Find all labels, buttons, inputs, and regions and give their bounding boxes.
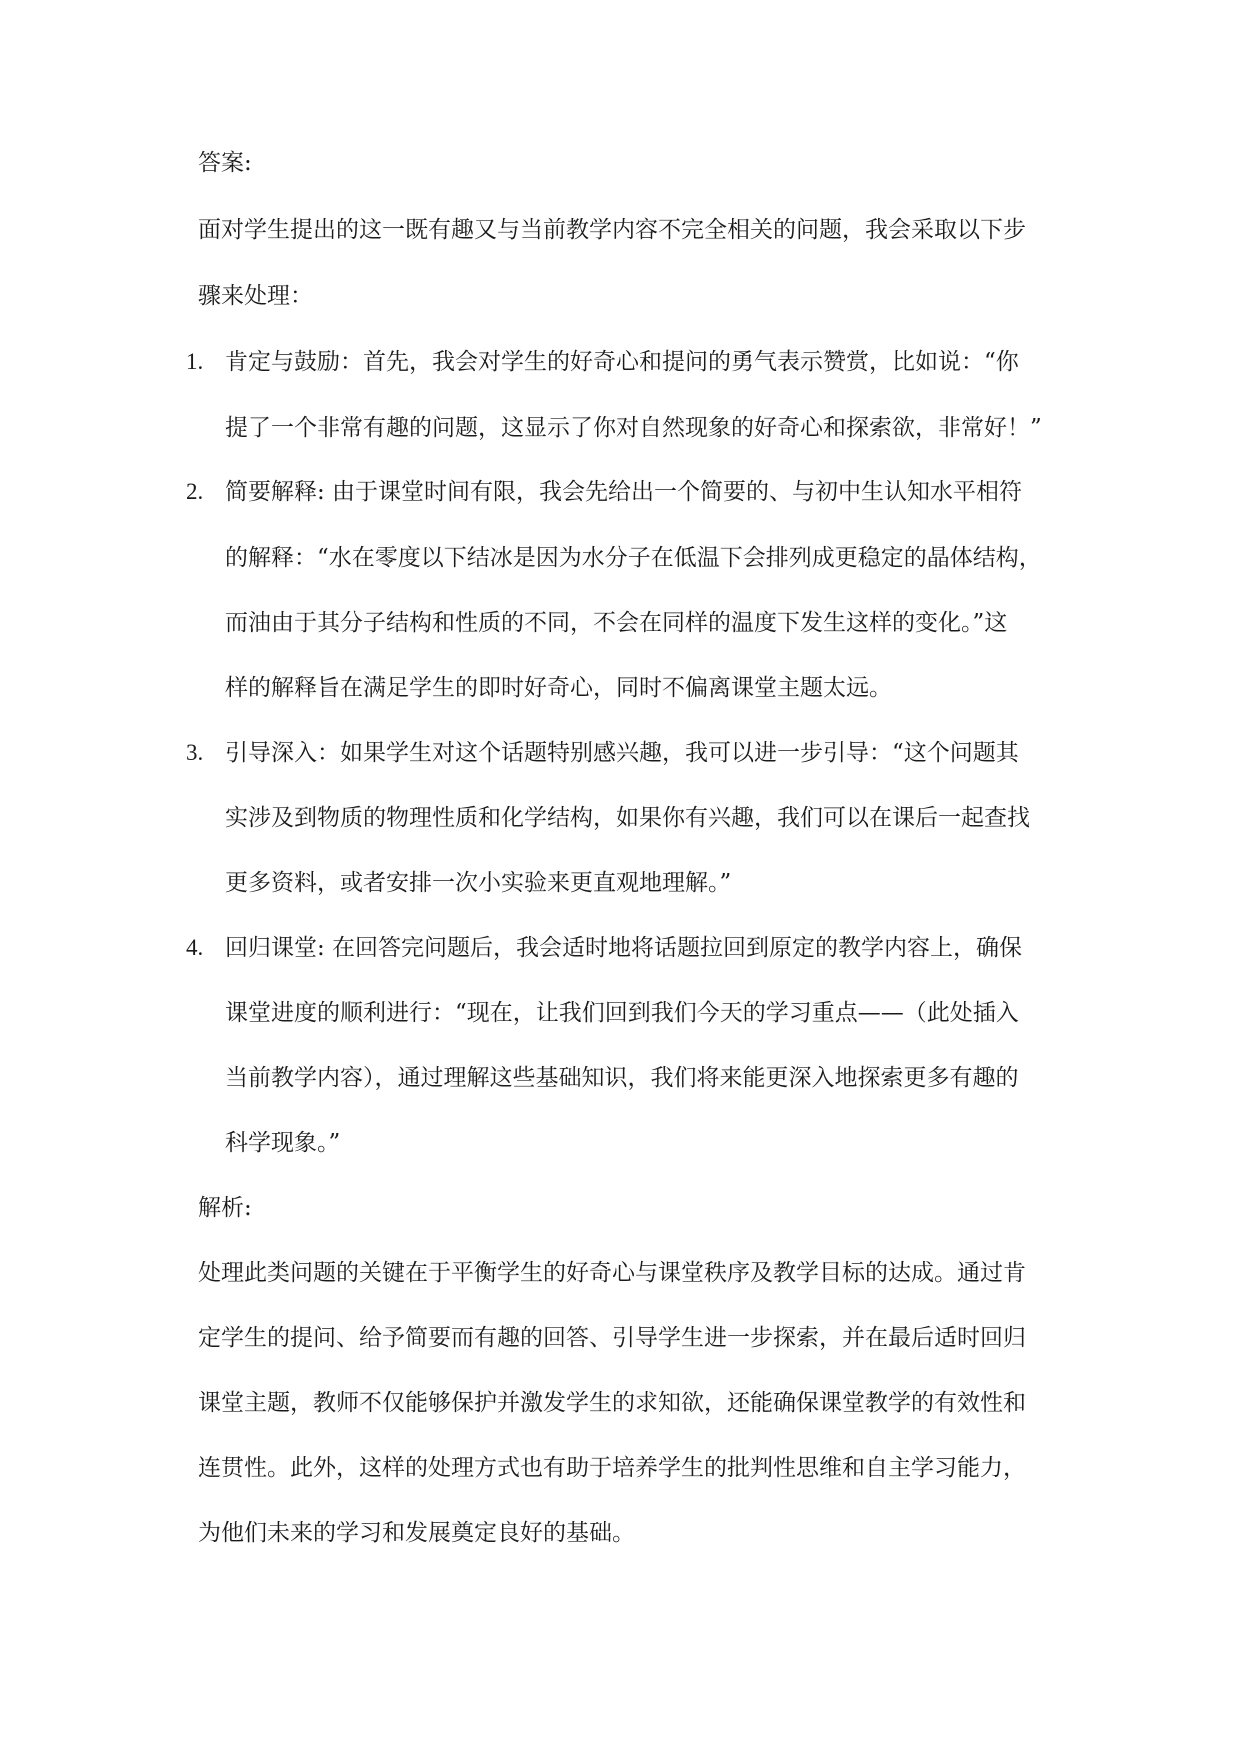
analysis-line-2: 定学生的提问、给予简要而有趣的回答、引导学生进一步探索，并在最后适时回归	[198, 1325, 1026, 1351]
list-item-4-line-4: 科学现象。”	[225, 1130, 341, 1156]
list-item-2-line-4: 样的解释旨在满足学生的即时好奇心，同时不偏离课堂主题太远。	[225, 675, 892, 701]
list-item-3-line-3: 更多资料，或者安排一次小实验来更直观地理解。”	[225, 870, 732, 896]
list-item-2-line-2: 的解释：“水在零度以下结冰是因为水分子在低温下会排列成更稳定的晶体结构，	[225, 545, 1042, 571]
answer-heading: 答案:	[198, 150, 252, 176]
analysis-line-1: 处理此类问题的关键在于平衡学生的好奇心与课堂秩序及教学目标的达成。通过肯	[198, 1260, 1026, 1286]
list-item-number-4: 4.	[186, 935, 204, 960]
analysis-line-3: 课堂主题，教师不仅能够保护并激发学生的求知欲，还能确保课堂教学的有效性和	[198, 1390, 1026, 1416]
list-item-2-line-1: 简要解释: 由于课堂时间有限，我会先给出一个简要的、与初中生认知水平相符	[225, 479, 1023, 505]
list-item-1-line-2: 提了一个非常有趣的问题，这显示了你对自然现象的好奇心和探索欲，非常好！”	[225, 415, 1042, 441]
list-item-4-line-2: 课堂进度的顺利进行：“现在，让我们回到我们今天的学习重点——（此处插入	[225, 1000, 1019, 1026]
list-item-number-3: 3.	[186, 740, 204, 765]
answer-intro-line-1: 面对学生提出的这一既有趣又与当前教学内容不完全相关的问题，我会采取以下步	[198, 217, 1026, 243]
list-item-3-line-2: 实涉及到物质的物理性质和化学结构，如果你有兴趣，我们可以在课后一起查找	[225, 805, 1030, 831]
answer-intro-line-2: 骤来处理：	[198, 283, 313, 309]
analysis-heading: 解析:	[198, 1195, 252, 1221]
analysis-line-5: 为他们未来的学习和发展奠定良好的基础。	[198, 1520, 635, 1546]
list-item-4-line-3: 当前教学内容），通过理解这些基础知识，我们将来能更深入地探索更多有趣的	[225, 1065, 1019, 1091]
list-item-3-line-1: 引导深入：如果学生对这个话题特别感兴趣，我可以进一步引导：“这个问题其	[225, 740, 1019, 766]
list-item-1-line-1: 肯定与鼓励：首先，我会对学生的好奇心和提问的勇气表示赞赏，比如说：“你	[225, 349, 1019, 375]
list-item-number-1: 1.	[186, 349, 204, 374]
list-item-2-line-3: 而油由于其分子结构和性质的不同，不会在同样的温度下发生这样的变化。”这	[225, 610, 1008, 636]
list-item-number-2: 2.	[186, 479, 204, 504]
list-item-4-line-1: 回归课堂: 在回答完问题后，我会适时地将话题拉回到原定的教学内容上，确保	[225, 935, 1023, 961]
analysis-line-4: 连贯性。此外，这样的处理方式也有助于培养学生的批判性思维和自主学习能力，	[198, 1455, 1026, 1481]
